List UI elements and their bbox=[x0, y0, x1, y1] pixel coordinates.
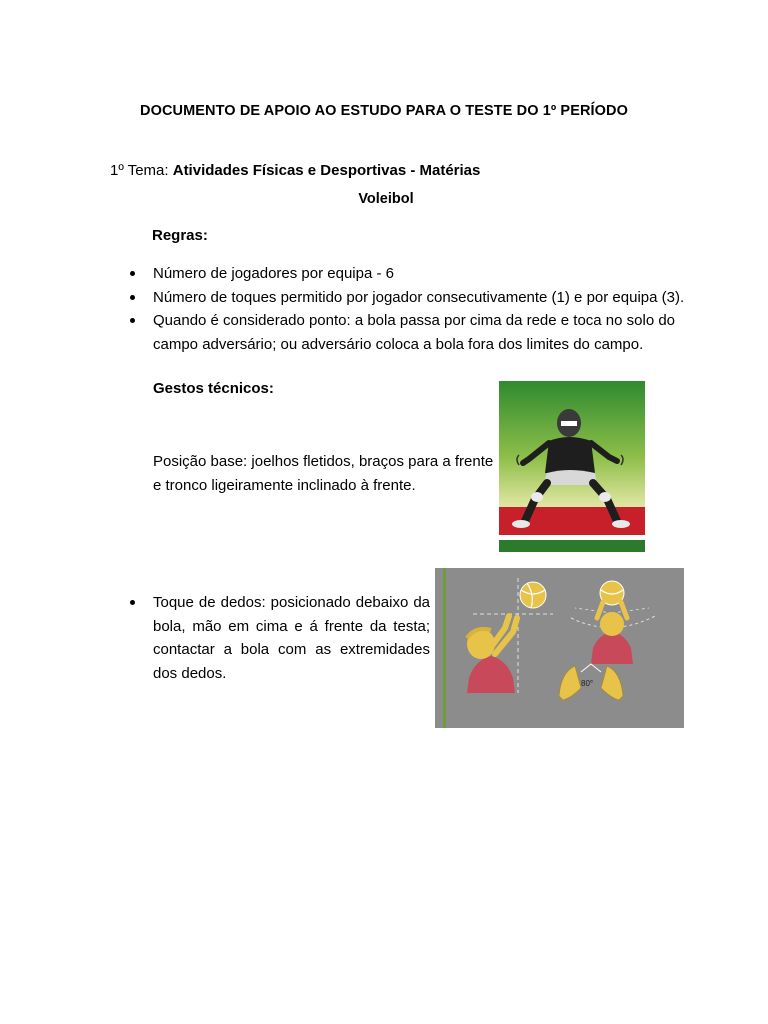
angle-label: 80° bbox=[581, 679, 594, 688]
finger-touch-illustration bbox=[435, 568, 684, 728]
finger-touch-description: Toque de dedos: posicionado debaixo da bola, mão em cima e á frente da testa; contactar a bola com as extremidades dos dedos. bbox=[130, 591, 430, 686]
finger-touch-list bbox=[130, 591, 430, 686]
rules-list bbox=[130, 262, 690, 356]
rule-item-point: Quando é considerado ponto: a bola passa por cima da rede e toca no solo do campo adversário; ou adversário coloca a bola fora dos limites do campo. bbox=[130, 309, 690, 356]
rules-heading: Regras: bbox=[152, 227, 208, 244]
document-title: DOCUMENTO DE APOIO AO ESTUDO PARA O TESTE DO 1º PERÍODO bbox=[140, 103, 628, 119]
theme-line bbox=[110, 162, 480, 179]
theme-name: Atividades Físicas e Desportivas - Matérias bbox=[172, 162, 481, 179]
base-position-description: Posição base: joelhos fletidos, braços para a frente e tronco ligeiramente inclinado à frente. bbox=[153, 453, 494, 494]
base-position-illustration bbox=[499, 381, 645, 552]
sport-title: Voleibol bbox=[358, 191, 414, 207]
theme-prefix: 1º Tema: bbox=[110, 162, 173, 179]
rule-item-players: Número de jogadores por equipa - 6 bbox=[130, 262, 690, 286]
gestures-heading: Gestos técnicos: bbox=[153, 380, 274, 397]
rule-item-touches: Número de toques permitido por jogador consecutivamente (1) e por equipa (3). bbox=[130, 286, 690, 310]
